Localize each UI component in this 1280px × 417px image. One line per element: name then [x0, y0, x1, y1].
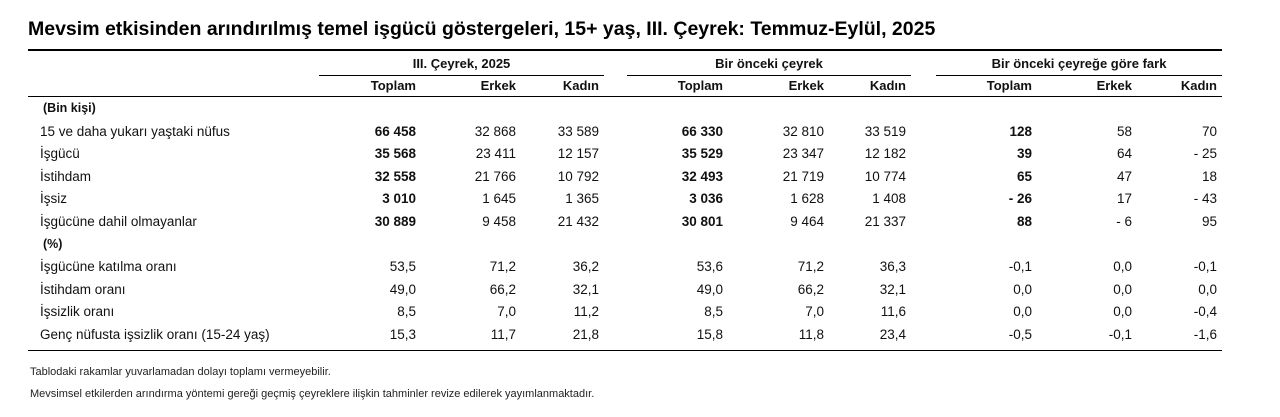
table-cell: 49,0: [696, 281, 723, 297]
table-row: [0, 189, 1280, 211]
table-cell: 95: [1201, 214, 1217, 229]
table-cell: 21 432: [557, 214, 599, 229]
table-cell: 15,3: [389, 327, 416, 342]
table-cell: 66,2: [489, 281, 516, 297]
table-cell: -0,4: [1193, 304, 1217, 320]
table-cell: 66 458: [374, 123, 416, 139]
table-cell: 0,0: [1198, 281, 1217, 297]
table-cell: -0,5: [1008, 327, 1032, 342]
table-cell: 66 330: [681, 123, 723, 139]
table-cell: 12 182: [864, 146, 906, 162]
table-cell: 11,6: [880, 304, 906, 320]
table-cell: 36,2: [572, 259, 599, 275]
table-cell: 17: [1116, 191, 1132, 207]
table-title: Mevsim etkisinden arındırılmış temel işgücü göstergeleri, 15+ yaş, III. Çeyrek: Temmuz-Eylül, 2025: [28, 18, 936, 40]
table-cell: -0,1: [1193, 259, 1217, 275]
table-cell: 32 493: [681, 168, 723, 184]
table-cell: 0,0: [1113, 259, 1132, 275]
table-cell: 70: [1201, 123, 1217, 139]
column-group-underline: [627, 75, 911, 76]
row-label: İstihdam oranı: [40, 281, 126, 297]
table-cell: 71,2: [797, 259, 824, 275]
table-cell: 64: [1116, 146, 1132, 162]
header-rule: [28, 96, 1222, 97]
row-label: İşgücüne katılma oranı: [40, 259, 177, 275]
table-row: [0, 257, 1280, 279]
table-cell: 3 036: [689, 191, 723, 207]
table-cell: 23,4: [879, 327, 906, 342]
table-cell: -1,6: [1193, 327, 1217, 342]
table-cell: 47: [1116, 168, 1132, 184]
row-label: Genç nüfusta işsizlik oranı (15-24 yaş): [40, 327, 270, 342]
table-cell: 53,5: [389, 259, 416, 275]
section-header-row: [0, 99, 1280, 121]
table-cell: -0,1: [1108, 327, 1132, 342]
column-group-header: Bir önceki çeyreğe göre fark: [991, 56, 1167, 71]
column-header: Kadın: [562, 78, 599, 93]
table-cell: 3 010: [382, 191, 416, 207]
table-cell: 1 645: [482, 191, 516, 207]
table-cell: 7,0: [805, 304, 824, 320]
table-cell: 88: [1016, 214, 1032, 229]
table-row: [0, 325, 1280, 347]
table-cell: 9 458: [482, 214, 516, 229]
row-label: 15 ve daha yukarı yaştaki nüfus: [40, 123, 230, 139]
table-cell: - 26: [1008, 191, 1032, 207]
row-label: İşgücüne dahil olmayanlar: [40, 214, 197, 229]
table-cell: 32 558: [374, 168, 416, 184]
column-group-underline: [319, 75, 604, 76]
column-header: Toplam: [986, 78, 1032, 93]
table-cell: 0,0: [1113, 281, 1132, 297]
table-cell: - 25: [1193, 146, 1217, 162]
table-cell: 0,0: [1013, 304, 1032, 320]
table-cell: 21 766: [474, 168, 516, 184]
table-cell: 11,7: [490, 327, 516, 342]
column-header: Kadın: [869, 78, 906, 93]
column-header: Toplam: [677, 78, 723, 93]
table-cell: 9 464: [790, 214, 824, 229]
footnote-rounding: Tablodaki rakamlar yuvarlamadan dolayı toplamı vermeyebilir.: [30, 366, 331, 378]
section-label: (%): [43, 236, 63, 251]
column-group-header: III. Çeyrek, 2025: [412, 56, 511, 71]
table-row: [0, 122, 1280, 144]
footnote-revision: Mevsimsel etkilerden arındırma yöntemi gereği geçmiş çeyreklere ilişkin tahminler revize edilerek yayımlanmaktadır.: [30, 388, 595, 400]
table-cell: 23 411: [475, 146, 516, 162]
table-cell: 58: [1116, 123, 1132, 139]
table-cell: 66,2: [797, 281, 824, 297]
table-cell: 7,0: [497, 304, 516, 320]
column-group-underline: [936, 75, 1222, 76]
bottom-rule: [28, 350, 1222, 351]
table-cell: 33 519: [864, 123, 906, 139]
table-cell: 8,5: [704, 304, 723, 320]
table-row: [0, 280, 1280, 302]
column-header: Kadın: [1180, 78, 1217, 93]
column-header: Erkek: [788, 78, 824, 93]
table-cell: 12 157: [557, 146, 599, 162]
column-header: Erkek: [1096, 78, 1132, 93]
table-cell: 71,2: [489, 259, 516, 275]
table-cell: 1 408: [872, 191, 906, 207]
table-row: [0, 302, 1280, 324]
table-cell: 18: [1201, 168, 1217, 184]
table-cell: 0,0: [1013, 281, 1032, 297]
table-cell: 23 347: [782, 146, 824, 162]
table-cell: 0,0: [1113, 304, 1132, 320]
table-cell: 8,5: [397, 304, 416, 320]
table-row: [0, 212, 1280, 234]
table-cell: - 43: [1193, 191, 1217, 207]
table-cell: 32,1: [879, 281, 906, 297]
table-cell: 32 868: [474, 123, 516, 139]
table-cell: 36,3: [879, 259, 906, 275]
table-cell: 53,6: [696, 259, 723, 275]
table-cell: 35 568: [374, 146, 416, 162]
table-cell: 1 365: [565, 191, 599, 207]
table-cell: 49,0: [389, 281, 416, 297]
table-row: [0, 167, 1280, 189]
table-cell: 15,8: [696, 327, 723, 342]
table-cell: 1 628: [790, 191, 824, 207]
table-cell: 65: [1016, 168, 1032, 184]
section-label: (Bin kişi): [43, 101, 96, 115]
table-cell: 39: [1016, 146, 1032, 162]
table-cell: 21,8: [572, 327, 599, 342]
table-cell: - 6: [1116, 214, 1132, 229]
row-label: İşgücü: [40, 146, 80, 162]
table-cell: 32,1: [572, 281, 599, 297]
table-cell: 10 792: [557, 168, 599, 184]
column-group-header: Bir önceki çeyrek: [715, 56, 823, 71]
row-label: İstihdam: [40, 168, 92, 184]
table-cell: 21 337: [864, 214, 906, 229]
top-rule: [28, 49, 1222, 51]
table-cell: 10 774: [864, 168, 906, 184]
table-cell: 35 529: [681, 146, 723, 162]
table-cell: 30 889: [374, 214, 416, 229]
section-header-row: [0, 235, 1280, 257]
table-cell: 128: [1009, 123, 1032, 139]
table-cell: 32 810: [782, 123, 824, 139]
table-row: [0, 144, 1280, 166]
row-label: İşsiz: [40, 191, 67, 207]
table-cell: 11,2: [573, 304, 599, 320]
table-cell: -0,1: [1008, 259, 1032, 275]
column-header: Toplam: [370, 78, 416, 93]
table-cell: 21 719: [782, 168, 824, 184]
table-cell: 33 589: [557, 123, 599, 139]
table-cell: 30 801: [681, 214, 723, 229]
table-cell: 11,8: [798, 327, 824, 342]
column-header: Erkek: [480, 78, 516, 93]
row-label: İşsizlik oranı: [40, 304, 115, 320]
